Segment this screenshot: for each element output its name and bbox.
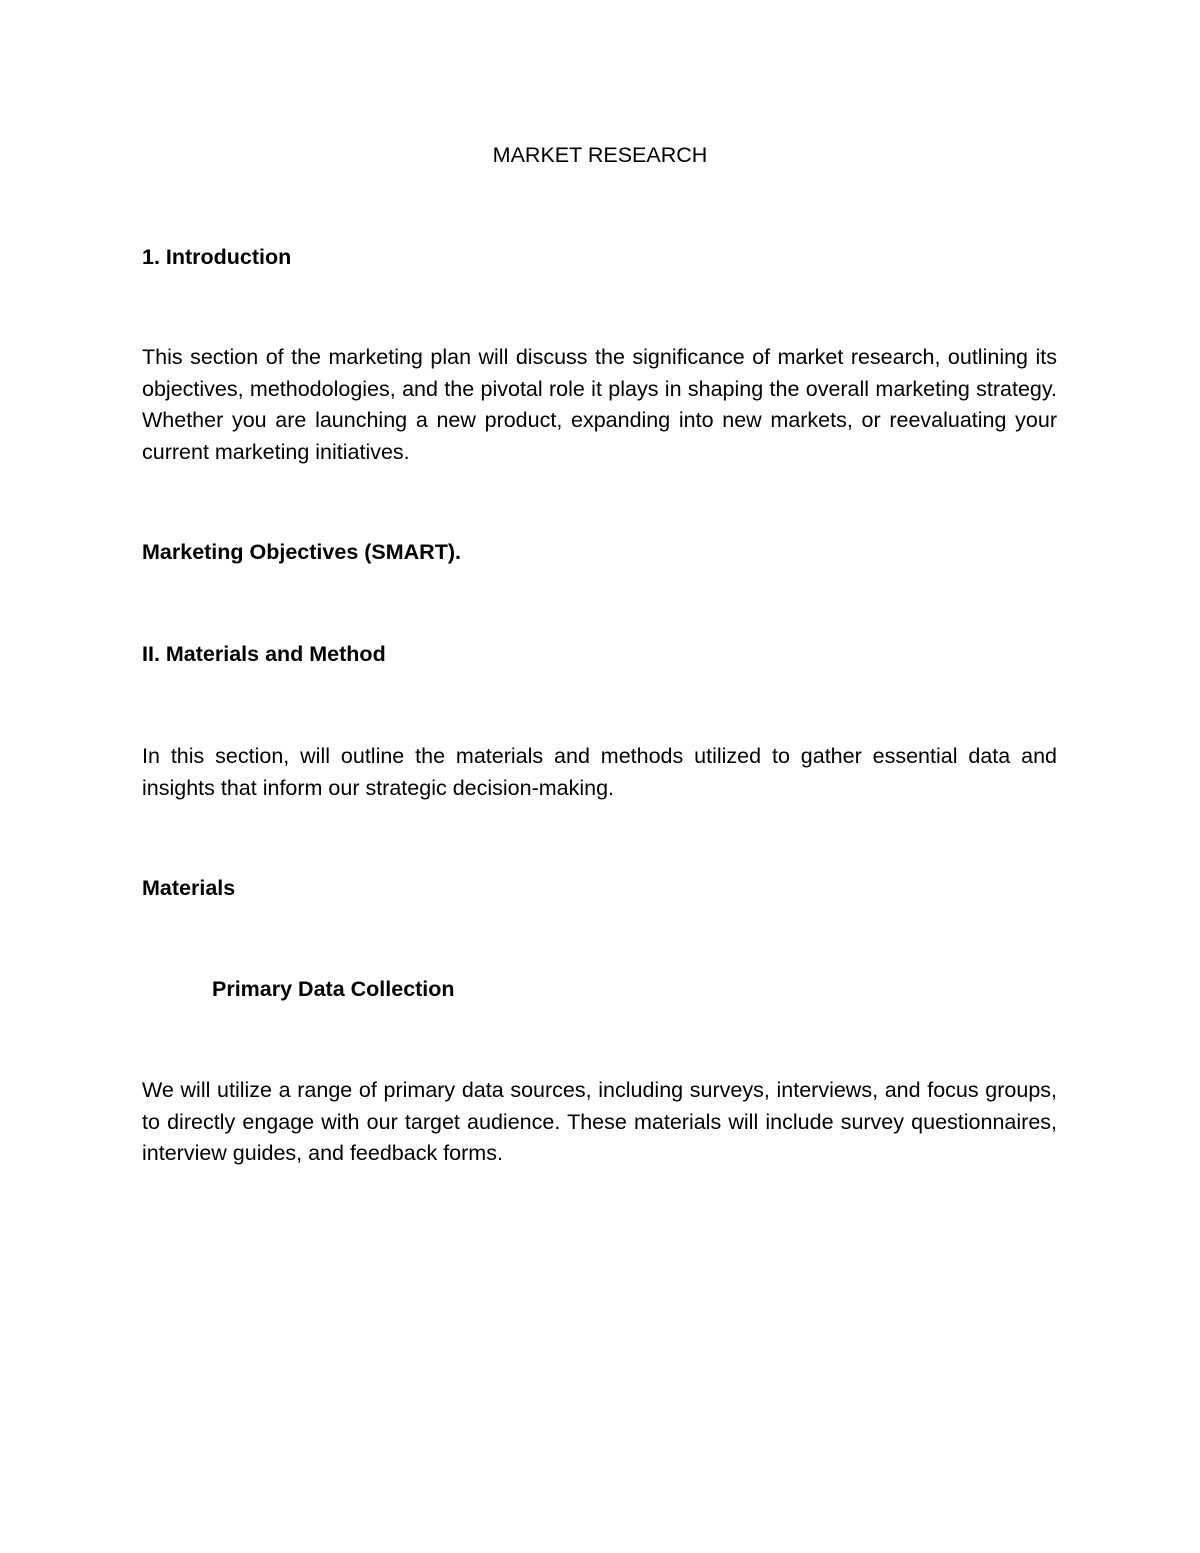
document-title: MARKET RESEARCH	[492, 143, 708, 167]
materials-and-method-heading: II. Materials and Method	[142, 642, 386, 666]
introduction-heading: 1. Introduction	[142, 245, 292, 269]
primary-data-collection-heading: Primary Data Collection	[212, 977, 455, 1001]
marketing-objectives-heading: Marketing Objectives (SMART).	[142, 540, 461, 564]
introduction-paragraph: This section of the marketing plan will discuss the significance of market research, outlining its objectives, methodologies, and the pivotal role it plays in shaping the overall marketing strategy. Whether you are launching a new product, expanding into new markets, or reevaluating your current marketing initiatives.	[142, 345, 1057, 464]
materials-and-method-paragraph: In this section, will outline the materials and methods utilized to gather essential data and insights that inform our strategic decision-making.	[142, 744, 1057, 800]
materials-heading: Materials	[142, 876, 236, 900]
primary-data-collection-paragraph: We will utilize a range of primary data sources, including surveys, interviews, and focus groups, to directly engage with our target audience. These materials will include survey questionnaires, interview guides, and feedback forms.	[142, 1078, 1057, 1165]
